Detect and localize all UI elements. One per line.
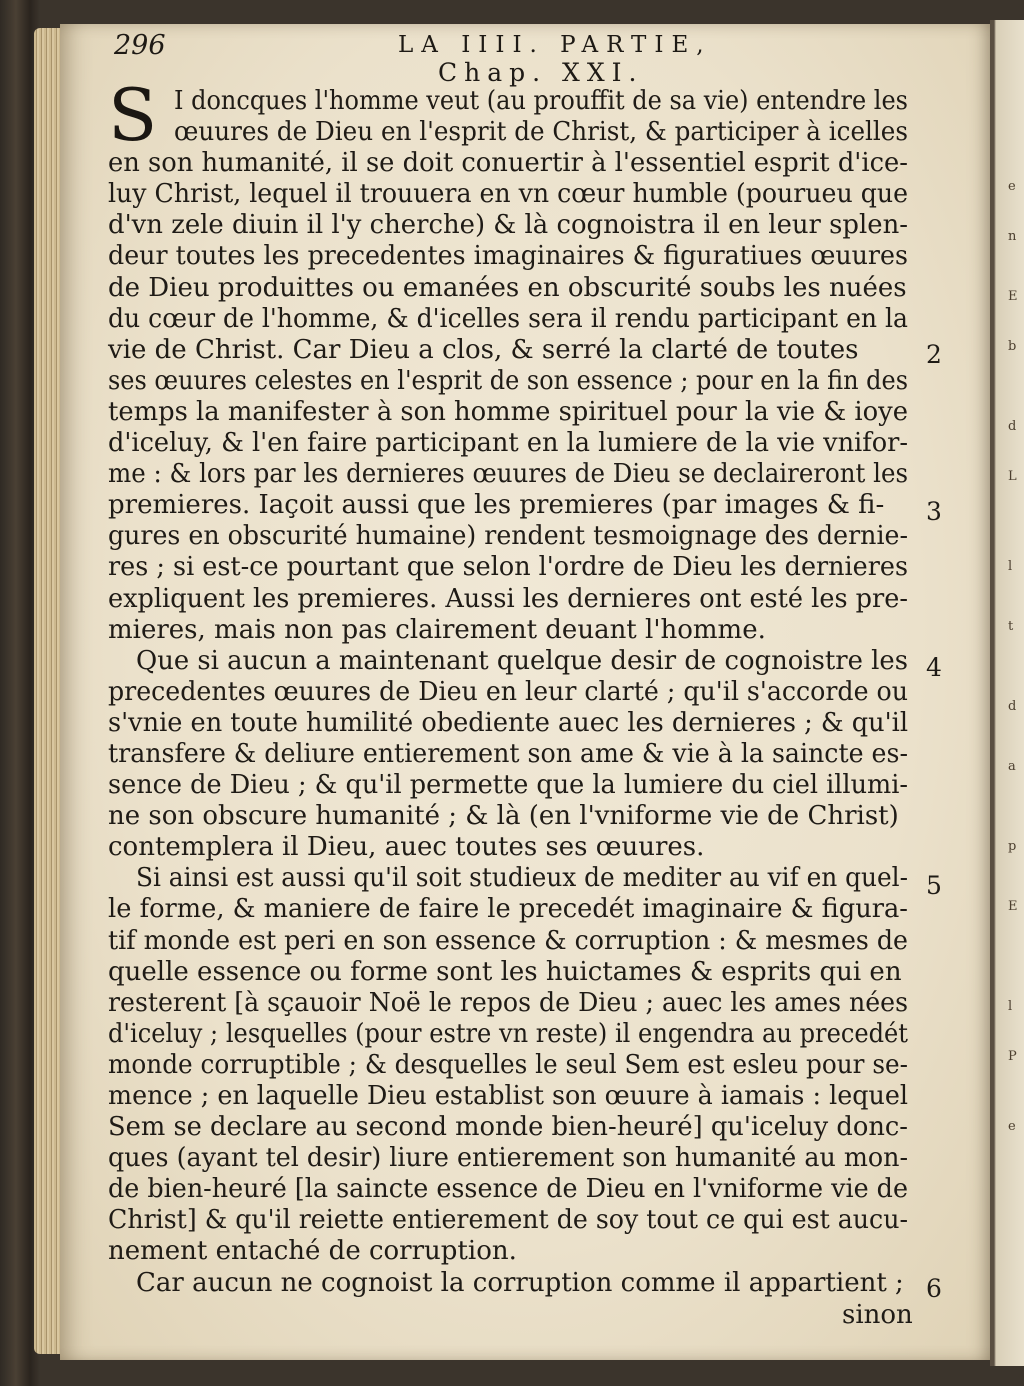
text-line: expliquent les premieres. Aussi les dernieres ont esté les pre- (108, 583, 908, 614)
facing-page-fragment: a (1008, 759, 1016, 774)
text-line: ques (ayant tel desir) liure entierement son humanité au mon- (108, 1143, 908, 1174)
text-line: s'vnie en toute humilité obediente auec les dernieres ; & qu'il (108, 707, 908, 738)
text-line: premieres. Iaçoit aussi que les premieres (par images & fi- (108, 490, 885, 521)
margin-number: 6 (926, 1274, 942, 1303)
text-line: ses œuures celestes en l'esprit de son essence ; pour en la fin des (108, 365, 908, 396)
facing-page-fragment: l (1008, 999, 1013, 1014)
text-line: de Dieu produittes ou emanées en obscurité soubs les nuées (108, 272, 907, 303)
text-line: res ; si est-ce pourtant que selon l'ordre de Dieu les dernieres (108, 552, 908, 583)
margin-number: 3 (926, 497, 942, 526)
text-line: Car aucun ne cognoist la corruption comme il appartient ; (136, 1267, 904, 1298)
facing-page-fragment: e (1008, 179, 1016, 194)
text-line: transfere & deliure entierement son ame & vie à la saincte es- (108, 738, 908, 769)
text-line: d'vn zele diuin il l'y cherche) & là cognoistra il en leur splen- (108, 210, 908, 241)
text-line: Que si aucun a maintenant quelque desir de cognoistre les (136, 645, 908, 676)
facing-page-fragment: E (1008, 289, 1018, 304)
text-line: me : & lors par les dernieres œuures de Dieu se declaireront les (108, 459, 908, 490)
text-line: precedentes œuures de Dieu en leur clarté ; qu'il s'accorde ou (108, 676, 908, 707)
text-line: tif monde est peri en son essence & corruption : & mesmes de (108, 925, 908, 956)
facing-page-fragment: l (1008, 559, 1013, 574)
text-line: du cœur de l'homme, & d'icelles sera il rendu participant en la (108, 303, 908, 334)
text-line: ne son obscure humanité ; & là (en l'vniforme vie de Christ) (108, 801, 899, 832)
facing-page-fragment: p (1008, 839, 1017, 854)
facing-page-fragment: b (1008, 339, 1017, 354)
text-line: le forme, & maniere de faire le precedét imaginaire & figura- (108, 894, 908, 925)
text-line: mence ; en laquelle Dieu establist son œuure à iamais : lequel (108, 1081, 908, 1111)
text-line: contemplera il Dieu, auec toutes ses œuures. (108, 832, 705, 863)
chapter-heading: Chap. XXI. (438, 58, 644, 87)
text-line: mieres, mais non pas clairement deuant l'homme. (108, 614, 766, 645)
margin-number: 2 (926, 340, 942, 369)
text-line: vie de Christ. Car Dieu a clos, & serré la clarté de toutes (108, 334, 859, 365)
text-line: gures en obscurité humaine) rendent tesmoignage des dernie- (108, 521, 908, 552)
page-number: 296 (114, 30, 166, 61)
text-line: Sem se declare au second monde bien-heuré] qu'iceluy donc- (108, 1112, 908, 1143)
text-line: monde corruptible ; & desquelles le seul Sem est esleu pour se- (108, 1049, 908, 1080)
drop-cap: S (108, 73, 158, 157)
facing-page-fragment: P (1008, 1049, 1017, 1064)
margin-number: 5 (926, 871, 942, 900)
text-line: Christ] & qu'il reiette entierement de soy tout ce qui est aucu- (108, 1205, 908, 1236)
text-line: d'iceluy ; lesquelles (pour estre vn reste) il engendra au precedét (108, 1018, 908, 1049)
text-line: quelle essence ou forme sont les huictames & esprits qui en (108, 956, 902, 987)
facing-page-fragment: d (1008, 419, 1017, 434)
facing-page-fragment: t (1008, 619, 1014, 634)
body-text (108, 73, 908, 1299)
facing-page-fragment: E (1008, 899, 1018, 914)
running-head: LA IIII. PARTIE, (398, 32, 712, 58)
text-line: luy Christ, lequel il trouuera en vn cœur humble (pourueu que (108, 179, 908, 210)
text-line: resterent [à sçauoir Noë le repos de Dieu ; auec les ames nées (108, 987, 908, 1018)
margin-number: 4 (926, 653, 942, 682)
text-line: de bien-heuré [la saincte essence de Dieu en l'vniforme vie de (108, 1174, 908, 1205)
catchword: sinon (842, 1300, 913, 1330)
text-line: temps la manifester à son homme spirituel pour la vie & ioye (108, 396, 908, 427)
facing-page-fragment: n (1008, 229, 1017, 244)
text-line: en son humanité, il se doit conuertir à l'essentiel esprit d'ice- (108, 148, 908, 179)
text-line: deur toutes les precedentes imaginaires & figuratiues œuures (108, 241, 908, 272)
text-line: nement entaché de corruption. (108, 1236, 517, 1267)
facing-page-fragment: d (1008, 699, 1017, 714)
text-line: I doncques l'homme veut (au prouffit de sa vie) entendre les (174, 86, 908, 116)
text-line: sence de Dieu ; & qu'il permette que la lumiere du ciel illumi- (108, 770, 908, 801)
text-line: Si ainsi est aussi qu'il soit studieux de mediter au vif en quel- (136, 863, 908, 894)
facing-page-fragment: e (1008, 1119, 1016, 1134)
facing-page-fragment: L (1008, 469, 1017, 484)
text-line: d'iceluy, & l'en faire participant en la lumiere de la vie vnifor- (108, 428, 908, 459)
text-line: œuures de Dieu en l'esprit de Christ, & participer à icelles (174, 117, 908, 148)
facing-page-edge (990, 20, 1024, 1366)
